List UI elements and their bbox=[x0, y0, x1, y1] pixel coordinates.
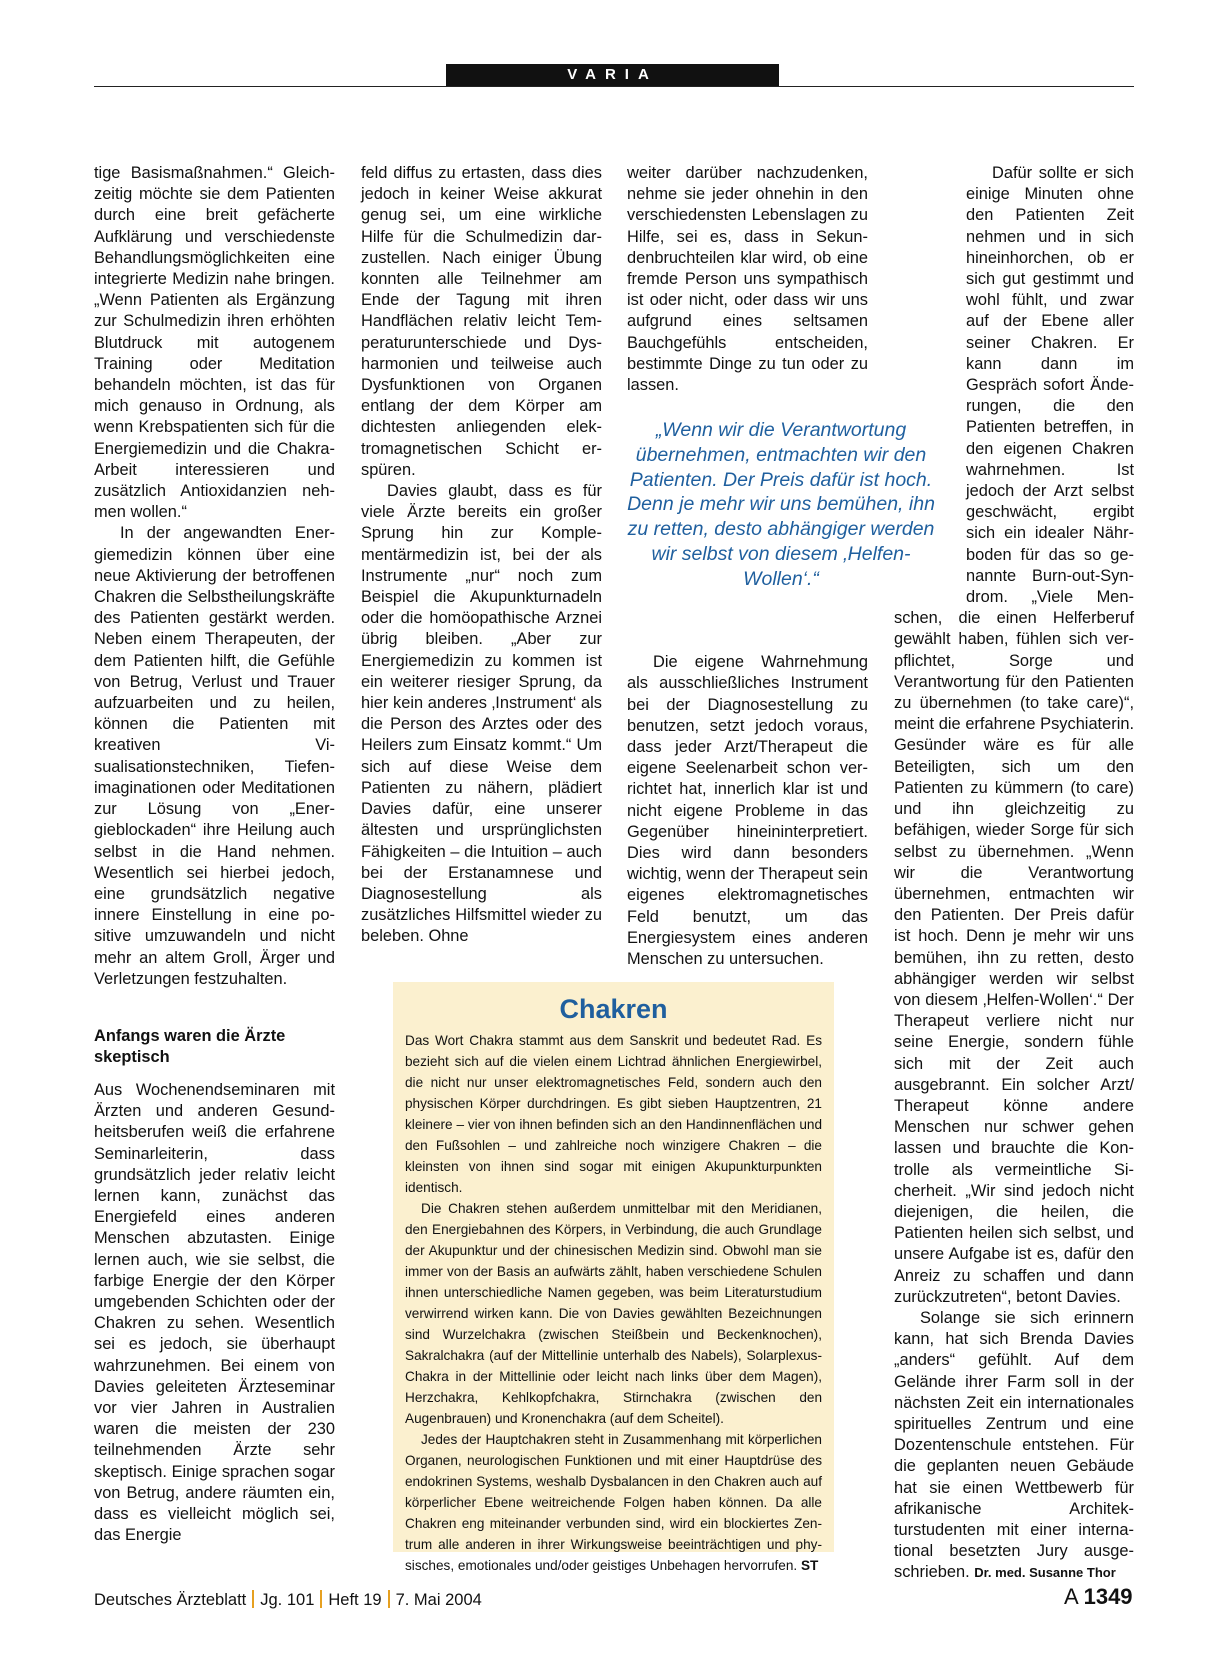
article-column-4 bbox=[894, 163, 1134, 1584]
footer-separator bbox=[320, 1590, 322, 1608]
paragraph: Die eigene Wahrnehmung als ausschließliches Instrument bei der Diagnosestellung zu benutzen, setzt jedoch voraus, dass jeder Arzt/Therapeut die eigene Seelenarbeit schon verrichtet hat, innerlich klar ist und nicht eigene Probleme in das Gegenüber hineininterpretiert. Dies wird dann besonders wichtig, wenn der Therapeut sein eigenes elektromagnetisches Feld benutzt, um das Energiesystem eines anderen Menschen zu untersuchen. bbox=[627, 653, 868, 969]
page-prefix: A bbox=[1064, 1584, 1078, 1609]
pull-quote-overlap bbox=[894, 375, 966, 605]
paragraph: Davies glaubt, dass es für viele Ärzte bereits ein großer Sprung hin zur Komplementärmedizin ist, bei der als Instrumente „nur“ noch zum Beispiel die Akupunkturnadeln oder die homöopathische Arznei übrig bleiben. „Aber zur Energiemedizin zu kommen ist ein weiterer riesiger Sprung, da hier kein anderes ‚Instrument‘ als die Person des Arztes oder des Heilers zum Einsatz kommt.“ Um sich auf diese Weise dem Patienten zu nähern, plädiert Davies dafür, eine unserer ältesten und ursprünglichsten Fähigkeiten – die Intuition – auch bei der Erstanamnese und Diagnosestellung als zusätzliches Hilfsmittel wieder zu beleben. Ohne bbox=[361, 482, 602, 946]
paragraph bbox=[894, 163, 1134, 1308]
footer-citation bbox=[94, 1590, 482, 1610]
article-column-2 bbox=[361, 163, 602, 948]
subheading: Anfangs waren die Ärzte skeptisch bbox=[94, 1026, 286, 1066]
paragraph: Aus Wochenendseminaren mit Ärzten und anderen Gesundheitsberufen weiß die erfahrene Seminarleiterin, dass grundsätzlich jeder relativ leicht lernen kann, zunächst das Energiefeld eines anderen Menschen abzutasten. Einige lernen auch, wie sie selbst, die farbige Energie der den Körper umgebenden Schichten oder der Chakren zu sehen. Wesentlich sei es jedoch, sie überhaupt wahrzunehmen. Bei einem von Davies geleiteten Ärzteseminar vor vier Jahren in Australien waren die meisten der 230 teilnehmenden Ärzte sehr skeptisch. Einige sprachen sogar von Betrug, andere räumten ein, dass es vielleicht möglich sei, das Energie bbox=[94, 1080, 335, 1545]
chakren-infobox bbox=[393, 982, 834, 1573]
paragraph-text: Dafür sollte er sich einige Minuten ohne den Patienten Zeit nehmen und in sich hineinhorchen, ob er sich gut gestimmt und wohl fühlt, und zwar auf der Ebene aller seiner Chakren. Er kann dann im Gespräch sofort Änderungen, die den Patienten betreffen, in den eigenen Chakren wahrnehmen. Ist jedoch der Arzt selbst geschwächt, ergibt sich ein idealer Nährboden für das so genannte Burn-out-Syndrom. „Viele Menschen, die einen Helferberuf gewählt haben, fühlen sich verpflichtet, Sorge und Verantwortung für den Patienten zu übernehmen (to take care)“, meint die erfahrene Psychiaterin. Gesünder wäre es für alle Beteiligten, sich um den Patienten zu kümmern (to care) und ihn gleichzeitig zu befähigen, wieder Sorge für sich selbst zu übernehmen. „Wenn wir die Verantwortung übernehmen, entmachten wir den Patienten. Der Preis dafür ist hoch. Denn je mehr wir uns bemühen, ihn zu retten, desto abhängiger werden wir selbst von diesem ‚Helfen-Wollen‘.“ Der Therapeut verliere nicht nur seine Energie, sondern fühle sich mit der Zeit auch ausgebrannt. Ein solcher Arzt/ Therapeut könne andere Menschen nur schwer gehen lassen und brauchte die Kontrolle als vermeintliche Sicherheit. „Wir sind jedoch nicht diejenigen, die heilen, die Patienten heilen sich selbst, und unsere Aufgabe ist es, dafür den Anreiz zu schaffen und dann zurückzutreten“, betont Davies. bbox=[894, 164, 1134, 1306]
footer-separator bbox=[388, 1590, 390, 1608]
header-rule bbox=[94, 86, 1134, 87]
infobox-paragraph: Die Chakren stehen außerdem unmittelbar mit den Meridianen, den Energiebahnen des Körpers, in Verbindung, die auch Grundlage der Akupunktur und der chinesischen Medizin sind. Obwohl man sie immer von der Basis an aufwärts zählt, haben verschiedene Schulen ihnen unterschiedliche Namen gegeben, was beim Literaturstudium verwirrend wirken kann. Die von Davies gewählten Bezeichnungen sind Wurzelchakra (zwischen Steißbein und Beckenknochen), Sakralchakra (auf der Mittellinie unterhalb des Nabels), Solarplexus-Chakra in der Mittellinie oder leicht nach links über dem Magen), Herzchakra, Kehlkopfchakra, Stirnchakra (zwischen den Augenbrauen) und Kronenchakra (auf dem Scheitel). bbox=[405, 1201, 822, 1426]
infobox-signature: ST bbox=[800, 1558, 819, 1573]
footer-separator bbox=[252, 1590, 254, 1608]
paragraph-text: Solange sie sich erinnern kann, hat sich Brenda Davies „anders“ gefühlt. Auf dem Gelände ihrer Farm soll in der nächsten Zeit ein internationales spirituelles Zentrum und eine Dozentenschule entstehen. Für die geplanten neuen Gebäude hat sie einen Wettbewerb für afrikanische Architekturstudenten mit einer international besetzten Jury ausgeschrieben. bbox=[894, 1308, 1134, 1582]
issue-date: 7. Mai 2004 bbox=[395, 1591, 482, 1609]
infobox-body bbox=[393, 1026, 834, 1576]
author-signature: Dr. med. Susanne Thor bbox=[974, 1565, 1116, 1581]
infobox-paragraph: Das Wort Chakra stammt aus dem Sanskrit und bedeutet Rad. Es bezieht sich auf die vielen einem Lichtrad ähnlichen Energiewirbel, die nicht nur unser elektromagnetisches Feld, sondern auch den physischen Körper durchdringen. Es gibt sieben Hauptzentren, 21 kleinere – vier von ihnen befinden sich an den Handinnenflächen und den Fußsohlen – und zahlreiche noch winzigere Chakren – die kleinsten von ihnen sind sogar mit einigen Akupunkturpunkten identisch. bbox=[405, 1033, 822, 1195]
issue: Heft 19 bbox=[328, 1591, 382, 1609]
volume: Jg. 101 bbox=[260, 1591, 315, 1609]
infobox-title: Chakren bbox=[559, 994, 668, 1024]
infobox-paragraph-text: Jedes der Hauptchakren steht in Zusammenhang mit körperlichen Organen, neurologischen Funktionen und mit einer Hauptdrüse des endokrinen Systems, weshalb Dysbalancen in den Chakren auch auf körperlicher Ebene weitreichende Folgen haben können. Da alle Chakren eng miteinander verbunden sind, wird ein blockiertes Zentrum alle anderen in ihrer Wirkungsweise beeinträchtigen und physisches, emotionales und/oder geistiges Unbehagen hervorrufen. bbox=[405, 1432, 822, 1573]
page-number-value: 1349 bbox=[1083, 1584, 1133, 1609]
paragraph: weiter darüber nachzudenken, nehme sie jeder ohnehin in den verschiedensten Lebenslagen zu Hilfe, sei es, dass in Sekundenbruchteilen klar wird, ob eine fremde Person uns sympathisch ist oder nicht, oder dass wir uns aufgrund eines seltsamen Bauchgefühls entscheiden, bestimmte Dinge zu tun oder zu lassen. bbox=[627, 164, 868, 395]
journal-name: Deutsches Ärzteblatt bbox=[94, 1591, 247, 1609]
paragraph: tige Basismaßnahmen.“ Gleichzeitig möchte sie dem Patienten durch eine breit gefächerte Aufklärung und verschiedenste Behandlungsmöglichkeiten eine integrierte Medizin nahe bringen. „Wenn Patienten als Ergänzung zur Schulmedizin ihren erhöhten Blutdruck mit autogenem Training oder Meditation behandeln möchten, ist das für mich genauso in Ordnung, als wenn Krebspatienten sich für die Energiemedizin und die Chakra-Arbeit interessieren und zusätzlich Antioxidanzien nehmen wollen.“ bbox=[94, 164, 335, 522]
pull-quote: „Wenn wir die Verantwortung übernehmen, entmachten wir den Patienten. Der Preis dafür ist hoch. Denn je mehr wir uns bemühen, ihn zu retten, desto abhängiger werden wir selbst von diesem ‚Helfen-Wollen‘.“ bbox=[627, 419, 935, 590]
infobox-paragraph bbox=[405, 1429, 822, 1576]
paragraph: feld diffus zu ertasten, dass dies jedoch in keiner Weise akkurat genug sei, um eine wirkliche Hilfe für die Schulmedizin darzustellen. Nach einiger Übung konnten alle Teilnehmer am Ende der Tagung mit ihren Handflächen relativ leicht Temperaturunterschiede und Dysharmonien und teilweise auch Dysfunktionen von Organen entlang der dem Körper am dichtesten anliegenden elektromagnetischen Schicht erspüren. bbox=[361, 164, 602, 479]
paragraph bbox=[894, 1308, 1134, 1584]
page-number bbox=[1064, 1584, 1133, 1610]
paragraph: In der angewandten Energiemedizin können über eine neue Aktivierung der betroffenen Chakren die Selbstheilungskräfte des Patienten gestärkt werden. Neben einem Therapeuten, der dem Patienten hilft, die Gefühle von Betrug, Verlust und Trauer aufzuarbeiten und zu heilen, können die Patienten mit kreativen Visualisationstechniken, Tiefenimaginationen oder Meditationen zur Lösung von „Energieblockaden“ ihre Heilung auch selbst in die Hand nehmen. Wesentlich sei hierbei jedoch, eine grundsätzlich negative innere Einstellung in eine positive umzuwandeln und nicht mehr an altem Groll, Ärger und Verletzungen festzuhalten. bbox=[94, 524, 335, 988]
article-column-1 bbox=[94, 163, 335, 1546]
section-tag: VARIA bbox=[446, 64, 779, 86]
